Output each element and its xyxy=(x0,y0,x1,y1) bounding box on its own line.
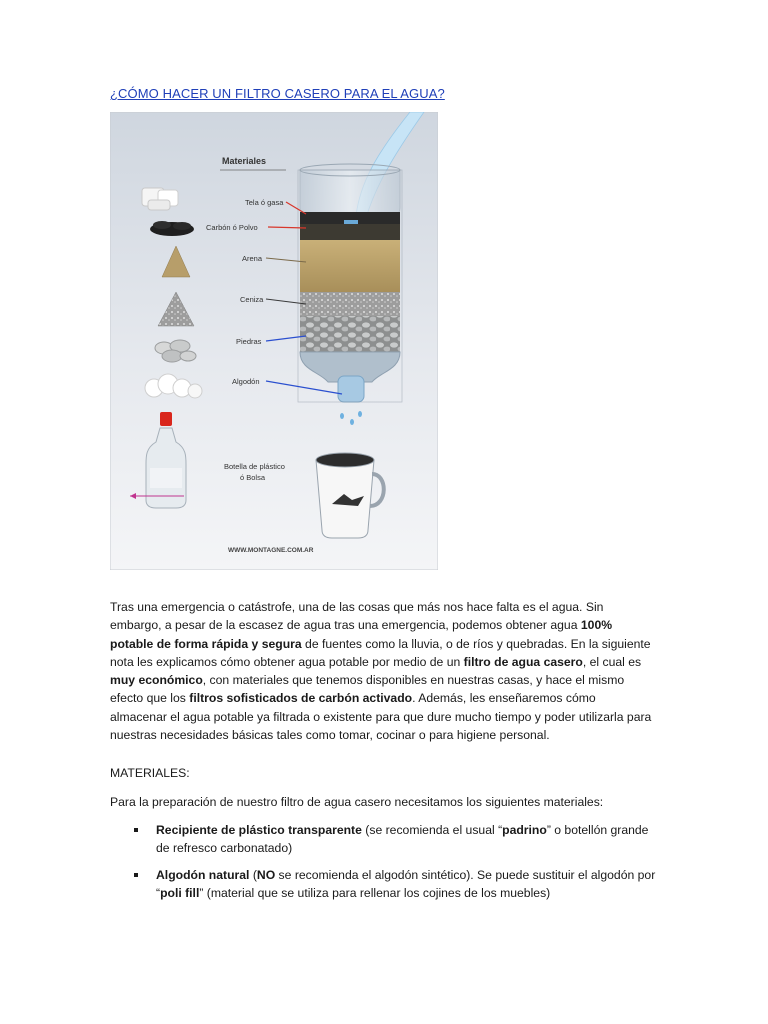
label-charcoal: Carbón ó Polvo xyxy=(206,223,258,232)
label-sand: Arena xyxy=(242,254,263,263)
text-run: , con materiales que tenemos disponibles en nuestras casas, y hace el mismo efecto que los xyxy=(110,673,625,706)
materials-header: Materiales xyxy=(222,156,267,166)
item-bold: Algodón natural xyxy=(156,868,250,882)
label-ash: Ceniza xyxy=(240,295,264,304)
item-bold: NO xyxy=(256,868,276,882)
item-bold: Recipiente de plástico transparente xyxy=(156,823,362,837)
label-bottle-1: Botella de plástico xyxy=(224,462,285,471)
list-item xyxy=(134,822,664,857)
materials-list xyxy=(134,822,664,912)
item-bold: padrino xyxy=(502,823,547,837)
bullet-icon xyxy=(134,828,138,832)
list-item xyxy=(134,867,664,902)
materials-heading: MATERIALES: xyxy=(110,766,190,780)
intro-paragraph xyxy=(110,598,655,744)
label-bottle-2: ó Bolsa xyxy=(240,473,266,482)
text-run: Tras una emergencia o catástrofe, una de las cosas que más nos hace falta es el agua. Sin embargo, a pesar de la escasez de agua tras una emergencia, podemos obtener agua xyxy=(110,600,604,633)
bullet-icon xyxy=(134,873,138,877)
figure-credit: WWW.MONTAGNE.COM.AR xyxy=(228,547,314,554)
materials-intro: Para la preparación de nuestro filtro de agua casero necesitamos los siguientes materiales: xyxy=(110,795,604,809)
item-text: ( xyxy=(249,868,257,882)
label-stones: Piedras xyxy=(236,337,262,346)
charcoal-icon xyxy=(150,221,194,236)
bold-run: 100% potable de forma rápida y segura xyxy=(110,618,613,651)
label-cotton: Algodón xyxy=(232,377,260,386)
item-text: ” (material que se utiliza para rellenar los cojines de los muebles) xyxy=(199,885,551,900)
water-filter-illustration xyxy=(110,112,438,570)
inverted-bottle-filter xyxy=(298,164,402,402)
bold-run: filtros sofisticados de carbón activado xyxy=(189,691,413,706)
bold-run: filtro de agua casero xyxy=(463,654,583,669)
item-text: se recomienda el algodón sintético). Se puede sustituir el algodón por “ xyxy=(156,868,656,900)
text-run: . Además, les enseñaremos cómo almacenar el agua potable ya filtrada o existente para que dure mucho tiempo y poder utilizarla para nuestras necesidades básicas tales como tomar, cocinar o para higiene personal. xyxy=(110,691,652,743)
item-text: ” o botellón grande de refresco carbonatado) xyxy=(156,823,649,855)
label-gauze: Tela ó gasa xyxy=(245,198,284,207)
text-run: , el cual es xyxy=(582,654,642,669)
page-title: ¿CÓMO HACER UN FILTRO CASERO PARA EL AGUA? xyxy=(110,86,445,101)
item-text: (se recomienda el usual “ xyxy=(361,823,503,837)
text-run: de fuentes como la lluvia, o de ríos y quebradas. En la siguiente nota les explicamos cómo obtener agua potable por medio de un xyxy=(110,636,651,669)
item-bold: poli fill xyxy=(160,885,200,900)
bold-run: muy económico xyxy=(110,673,203,688)
